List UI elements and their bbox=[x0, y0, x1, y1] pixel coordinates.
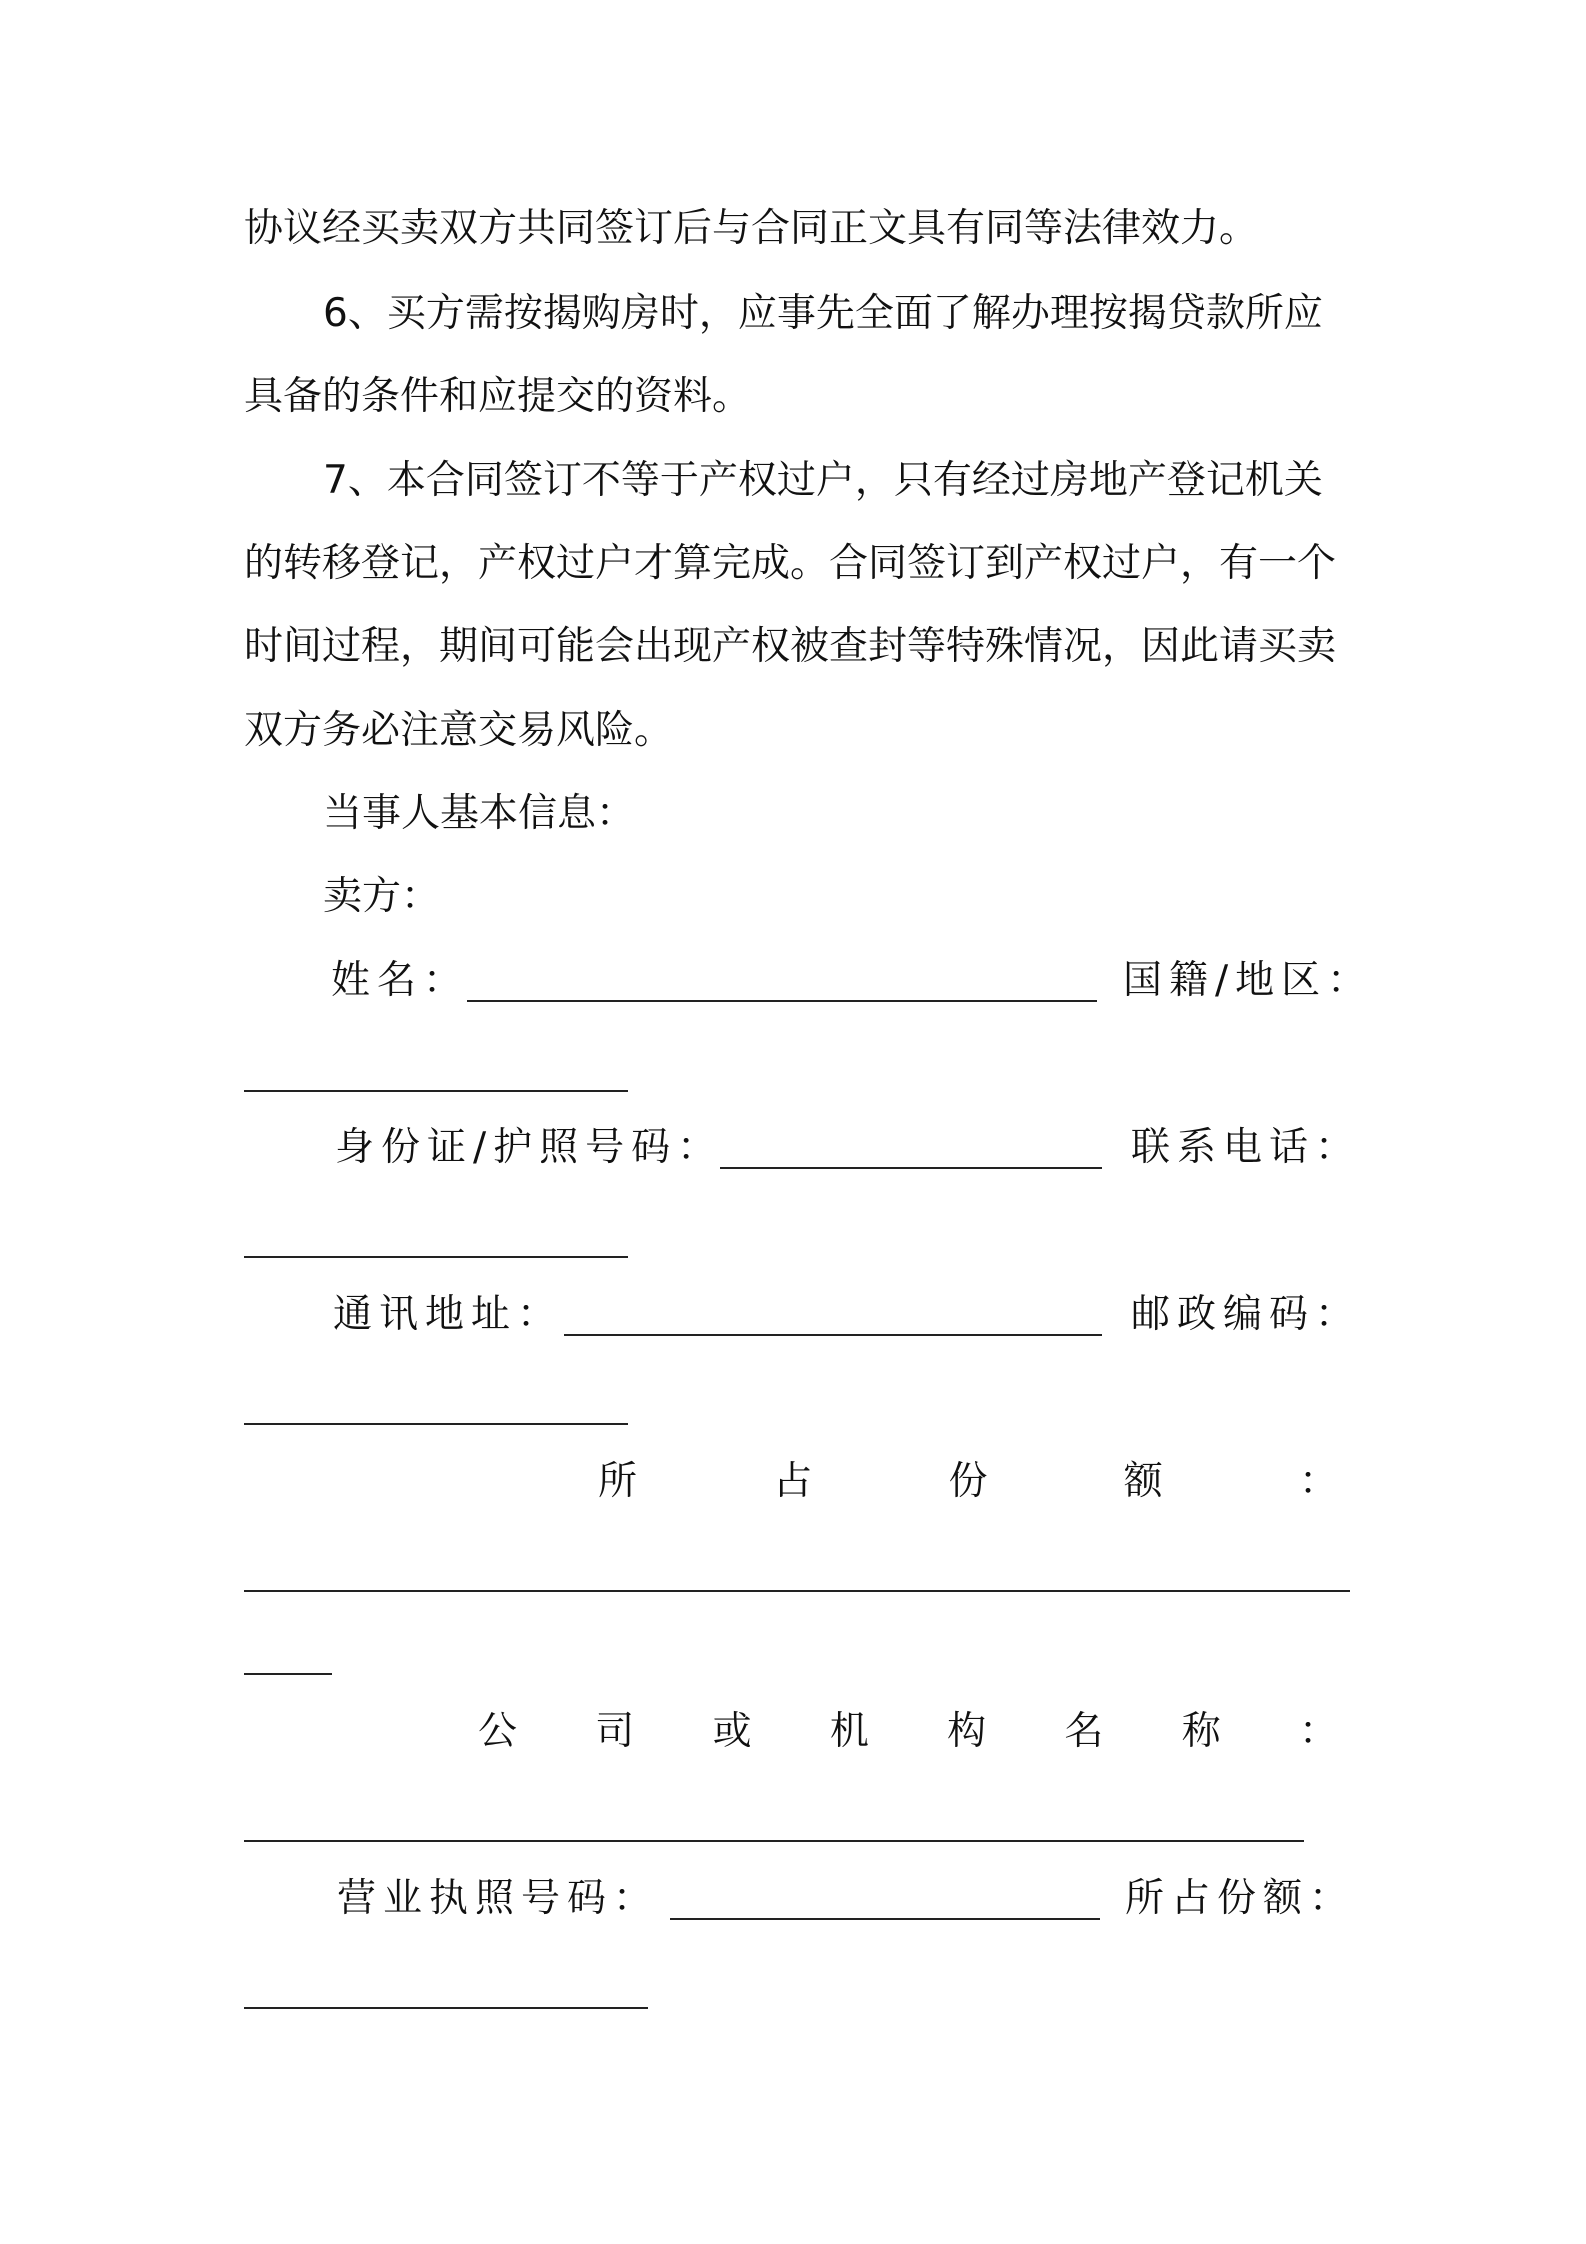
company-char: 构 bbox=[947, 1709, 987, 1754]
name-label: 姓名： bbox=[331, 958, 470, 1003]
address-field[interactable] bbox=[564, 1334, 1102, 1336]
id-row bbox=[323, 1124, 1362, 1172]
company-char: 机 bbox=[829, 1709, 869, 1754]
paragraph-7-line-2: 的转移登记，产权过户才算完成。合同签订到产权过户，有一个 bbox=[244, 541, 1337, 586]
share-char: ： bbox=[1298, 1459, 1338, 1504]
paragraph-5-tail: 协议经买卖双方共同签订后与合同正文具有同等法律效力。 bbox=[244, 206, 1259, 251]
company-char: 称 bbox=[1181, 1709, 1221, 1754]
business-license-label: 营业执照号码： bbox=[337, 1876, 660, 1921]
share-field-continued[interactable] bbox=[244, 1673, 332, 1675]
share-char: 份 bbox=[948, 1459, 988, 1504]
id-passport-label: 身份证/护照号码： bbox=[335, 1125, 724, 1170]
phone-label: 联系电话： bbox=[1131, 1125, 1362, 1170]
nationality-label: 国籍/地区： bbox=[1123, 958, 1374, 1003]
paragraph-7-line-3: 时间过程，期间可能会出现产权被查封等特殊情况，因此请买卖 bbox=[244, 624, 1337, 669]
id-passport-field[interactable] bbox=[720, 1167, 1102, 1169]
share-char: 占 bbox=[773, 1459, 813, 1504]
paragraph-7-line-4: 双方务必注意交易风险。 bbox=[244, 708, 674, 753]
paragraph-7-line-1: 7、本合同签订不等于产权过户，只有经过房地产登记机关 bbox=[323, 458, 1323, 503]
paragraph-6-line-2: 具备的条件和应提交的资料。 bbox=[244, 374, 752, 419]
phone-field[interactable] bbox=[244, 1256, 628, 1258]
share-char: 所 bbox=[598, 1459, 638, 1504]
name-row bbox=[323, 957, 1374, 1005]
share-short-field[interactable] bbox=[244, 2007, 648, 2009]
address-label: 通讯地址： bbox=[333, 1292, 564, 1337]
company-name-field[interactable] bbox=[244, 1840, 1304, 1842]
company-char: 名 bbox=[1064, 1709, 1104, 1754]
nationality-field[interactable] bbox=[244, 1090, 628, 1092]
share-field[interactable] bbox=[244, 1590, 1350, 1592]
business-license-field[interactable] bbox=[670, 1918, 1100, 1920]
share-label bbox=[598, 1458, 1338, 1506]
company-char: 司 bbox=[595, 1709, 635, 1754]
company-char: 公 bbox=[478, 1709, 518, 1754]
postal-code-label: 邮政编码： bbox=[1131, 1292, 1362, 1337]
business-license-row bbox=[323, 1875, 1356, 1923]
share-short-label: 所占份额： bbox=[1125, 1876, 1356, 1921]
party-info-heading: 当事人基本信息： bbox=[323, 791, 636, 836]
postal-code-field[interactable] bbox=[244, 1423, 628, 1425]
paragraph-6-line-1: 6、买方需按揭购房时，应事先全面了解办理按揭贷款所应 bbox=[323, 291, 1323, 336]
company-name-label bbox=[478, 1708, 1338, 1756]
seller-label: 卖方： bbox=[323, 874, 441, 919]
company-char: ： bbox=[1298, 1709, 1338, 1754]
name-field[interactable] bbox=[467, 1000, 1097, 1002]
share-char: 额 bbox=[1123, 1459, 1163, 1504]
address-row bbox=[323, 1291, 1362, 1339]
company-char: 或 bbox=[712, 1709, 752, 1754]
